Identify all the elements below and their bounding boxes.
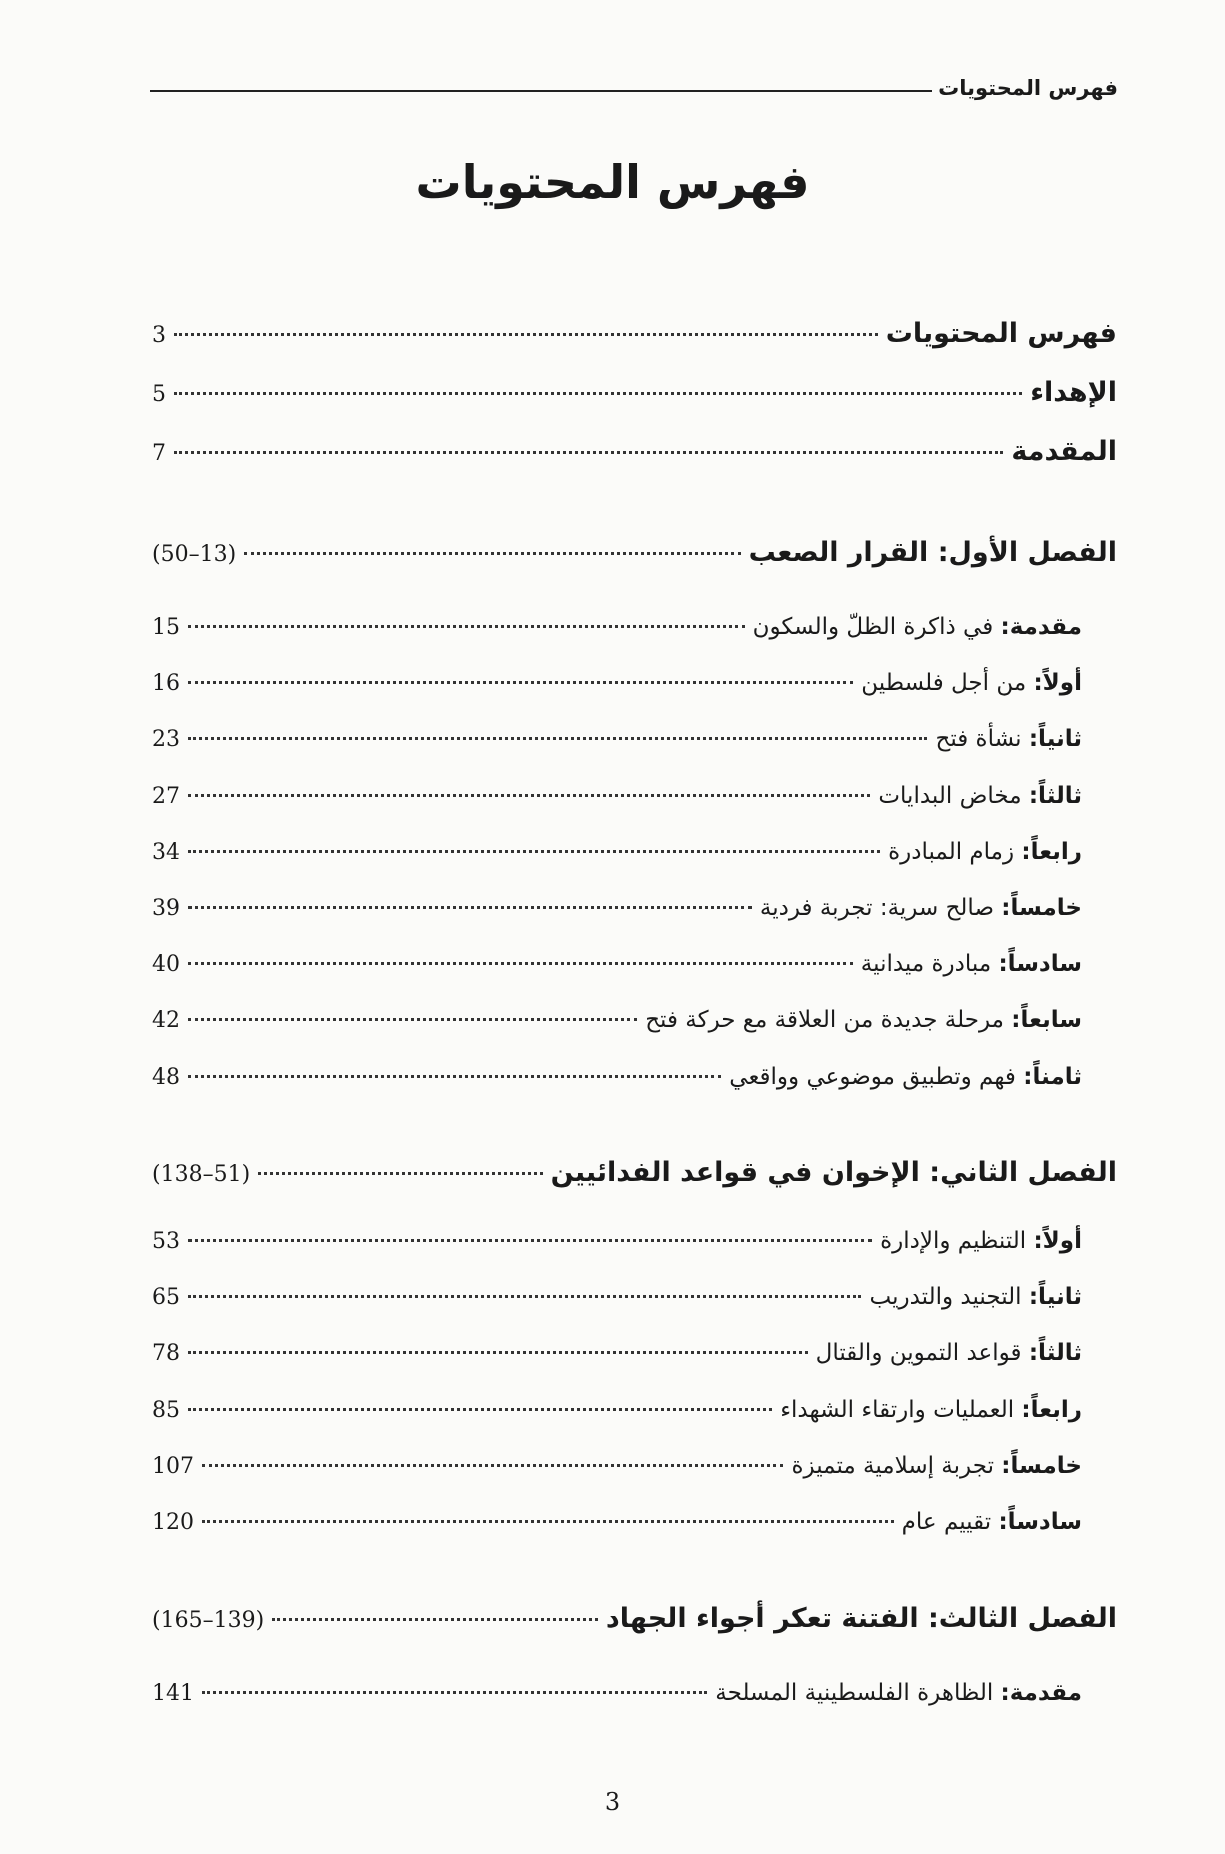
toc-chapter-entry[interactable] xyxy=(152,537,1117,568)
running-header-title: فهرس المحتويات xyxy=(938,76,1118,100)
toc-page-number: 40 xyxy=(152,952,180,977)
toc-entry-text: الظاهرة الفلسطينية المسلحة xyxy=(715,1680,1001,1706)
toc-page-number: 7 xyxy=(152,441,166,466)
toc-page-number: 27 xyxy=(152,784,180,809)
toc-section-entry[interactable] xyxy=(152,1397,1082,1423)
toc-page-number: 39 xyxy=(152,896,180,921)
toc-section-entry[interactable] xyxy=(152,1340,1082,1366)
toc-page-number: 107 xyxy=(152,1454,194,1479)
dot-leader xyxy=(188,906,752,909)
toc-entry-prefix: سابعاً: xyxy=(1011,1007,1082,1033)
toc-entry-label xyxy=(780,1397,1082,1423)
dot-leader xyxy=(202,1464,783,1467)
toc-page-number: 141 xyxy=(152,1681,194,1706)
toc-entry-label xyxy=(753,614,1082,640)
toc-section-entry[interactable] xyxy=(152,670,1082,696)
toc-section-entry[interactable] xyxy=(152,1453,1082,1479)
toc-entry-text: صالح سرية: تجربة فردية xyxy=(759,895,1002,921)
dot-leader xyxy=(188,1295,861,1298)
toc-entry-text: في ذاكرة الظلّ والسكون xyxy=(752,614,1001,640)
toc-entry-text: فهم وتطبيق موضوعي وواقعي xyxy=(729,1064,1024,1090)
toc-page-number: 42 xyxy=(152,1008,180,1033)
dot-leader xyxy=(188,1351,808,1354)
page-number: 3 xyxy=(604,1788,621,1816)
header-rule xyxy=(150,90,932,92)
toc-section-entry[interactable] xyxy=(152,614,1082,640)
toc-entry-label xyxy=(749,537,1117,568)
toc-section-entry[interactable] xyxy=(152,783,1082,809)
toc-entry-prefix: الفصل الأول: xyxy=(937,537,1117,568)
toc-entry-label xyxy=(791,1453,1082,1479)
toc-entry-prefix: ثالثاً: xyxy=(1028,783,1082,809)
toc-entry-label xyxy=(861,670,1082,696)
toc-entry-text: القرار الصعب xyxy=(748,537,938,568)
toc-entry-text: الفتنة تعكر أجواء الجهاد xyxy=(605,1603,928,1634)
toc-entry-label: المقدمة xyxy=(1011,436,1117,467)
toc-page-number: 16 xyxy=(152,671,180,696)
toc-entry[interactable] xyxy=(152,436,1117,467)
toc-page-number: 48 xyxy=(152,1065,180,1090)
toc-entry-text: التجنيد والتدريب xyxy=(869,1284,1029,1310)
toc-entry-prefix: خامساً: xyxy=(1001,895,1082,921)
toc-entry-label xyxy=(878,783,1082,809)
dot-leader xyxy=(188,794,870,797)
toc-entry-label xyxy=(880,1228,1082,1254)
toc-section-entry[interactable] xyxy=(152,1680,1082,1706)
toc-entry-label: فهرس المحتويات xyxy=(885,318,1117,349)
toc-entry-label xyxy=(861,951,1082,977)
toc-page-number: (165–139) xyxy=(152,1608,265,1633)
toc-entry-label xyxy=(606,1603,1117,1634)
toc-page-number: 53 xyxy=(152,1229,180,1254)
toc-chapter-entry[interactable] xyxy=(152,1157,1117,1188)
toc-entry-prefix: ثانياً: xyxy=(1028,1284,1082,1310)
toc-entry-text: زمام المبادرة xyxy=(888,839,1022,865)
toc-section-entry[interactable] xyxy=(152,1007,1082,1033)
toc-entry-prefix: رابعاً: xyxy=(1021,1397,1082,1423)
toc-page-number: 3 xyxy=(152,323,166,348)
toc-entry-prefix: سادساً: xyxy=(998,1509,1082,1535)
toc-page-number: 23 xyxy=(152,727,180,752)
dot-leader xyxy=(272,1618,598,1621)
toc-entry[interactable] xyxy=(152,318,1117,349)
toc-page-number: 78 xyxy=(152,1341,180,1366)
toc-entry-text: العمليات وارتقاء الشهداء xyxy=(780,1397,1022,1423)
toc-entry-prefix: مقدمة: xyxy=(1000,614,1082,640)
toc-section-entry[interactable] xyxy=(152,726,1082,752)
toc-entry-prefix: ثانياً: xyxy=(1028,726,1082,752)
dot-leader xyxy=(188,625,745,628)
toc-entry-label xyxy=(729,1064,1082,1090)
dot-leader xyxy=(174,392,1022,395)
toc-entry-label xyxy=(902,1509,1082,1535)
toc-entry-label xyxy=(869,1284,1082,1310)
toc-entry-label xyxy=(935,726,1082,752)
toc-entry-label xyxy=(888,839,1082,865)
toc-page-number: 5 xyxy=(152,382,166,407)
toc-entry-text: التنظيم والإدارة xyxy=(880,1228,1034,1254)
toc-entry-prefix: ثامناً: xyxy=(1023,1064,1082,1090)
toc-section-entry[interactable] xyxy=(152,951,1082,977)
toc-page-number: 15 xyxy=(152,615,180,640)
dot-leader xyxy=(188,1075,721,1078)
toc-entry-text: قواعد التموين والقتال xyxy=(815,1340,1029,1366)
toc-entry-text: مبادرة ميدانية xyxy=(860,951,999,977)
toc-section-entry[interactable] xyxy=(152,1064,1082,1090)
toc-entry-prefix: أولاً: xyxy=(1033,670,1082,696)
page-title: فهرس المحتويات xyxy=(415,155,810,209)
dot-leader xyxy=(188,1018,637,1021)
toc-entry-text: مرحلة جديدة من العلاقة مع حركة فتح xyxy=(645,1007,1012,1033)
toc-entry-text: من أجل فلسطين xyxy=(861,670,1034,696)
toc-page-number: 120 xyxy=(152,1510,194,1535)
dot-leader xyxy=(188,1408,772,1411)
dot-leader xyxy=(188,1239,872,1242)
dot-leader xyxy=(188,962,853,965)
toc-section-entry[interactable] xyxy=(152,1284,1082,1310)
toc-page-number: (50–13) xyxy=(152,542,237,567)
toc-entry-prefix: خامساً: xyxy=(1001,1453,1082,1479)
toc-entry-text: تقييم عام xyxy=(901,1509,999,1535)
toc-entry-prefix: ثالثاً: xyxy=(1028,1340,1082,1366)
dot-leader xyxy=(258,1172,542,1175)
toc-page-number: 34 xyxy=(152,840,180,865)
toc-entry-prefix: الفصل الثالث: xyxy=(928,1603,1117,1634)
toc-chapter-entry[interactable] xyxy=(152,1603,1117,1634)
toc-entry[interactable] xyxy=(152,377,1117,408)
dot-leader xyxy=(188,737,927,740)
dot-leader xyxy=(202,1520,894,1523)
toc-section-entry[interactable] xyxy=(152,1509,1082,1535)
toc-entry-label xyxy=(551,1157,1117,1188)
toc-page-number: (138–51) xyxy=(152,1162,251,1187)
toc-entry-text: تجربة إسلامية متميزة xyxy=(791,1453,1002,1479)
toc-entry-prefix: مقدمة: xyxy=(1000,1680,1082,1706)
toc-entry-label xyxy=(816,1340,1082,1366)
dot-leader xyxy=(188,681,853,684)
toc-entry-label xyxy=(760,895,1082,921)
dot-leader xyxy=(202,1691,707,1694)
running-header xyxy=(150,64,1118,100)
dot-leader xyxy=(174,451,1003,454)
toc-entry-text: الإخوان في قواعد الفدائيين xyxy=(550,1157,930,1188)
toc-entry-prefix: الفصل الثاني: xyxy=(929,1157,1117,1188)
toc-page-number: 85 xyxy=(152,1398,180,1423)
dot-leader xyxy=(244,552,741,555)
toc-entry-prefix: أولاً: xyxy=(1033,1228,1082,1254)
dot-leader xyxy=(174,333,878,336)
toc-section-entry[interactable] xyxy=(152,895,1082,921)
toc-section-entry[interactable] xyxy=(152,1228,1082,1254)
toc-page-number: 65 xyxy=(152,1285,180,1310)
toc-entry-text: مخاض البدايات xyxy=(878,783,1029,809)
toc-entry-prefix: رابعاً: xyxy=(1021,839,1082,865)
toc-entry-label: الإهداء xyxy=(1030,377,1117,408)
dot-leader xyxy=(188,850,880,853)
toc-entry-prefix: سادساً: xyxy=(998,951,1082,977)
toc-section-entry[interactable] xyxy=(152,839,1082,865)
toc-entry-text: نشأة فتح xyxy=(935,726,1029,752)
toc-entry-label xyxy=(645,1007,1082,1033)
toc-entry-label xyxy=(715,1680,1082,1706)
